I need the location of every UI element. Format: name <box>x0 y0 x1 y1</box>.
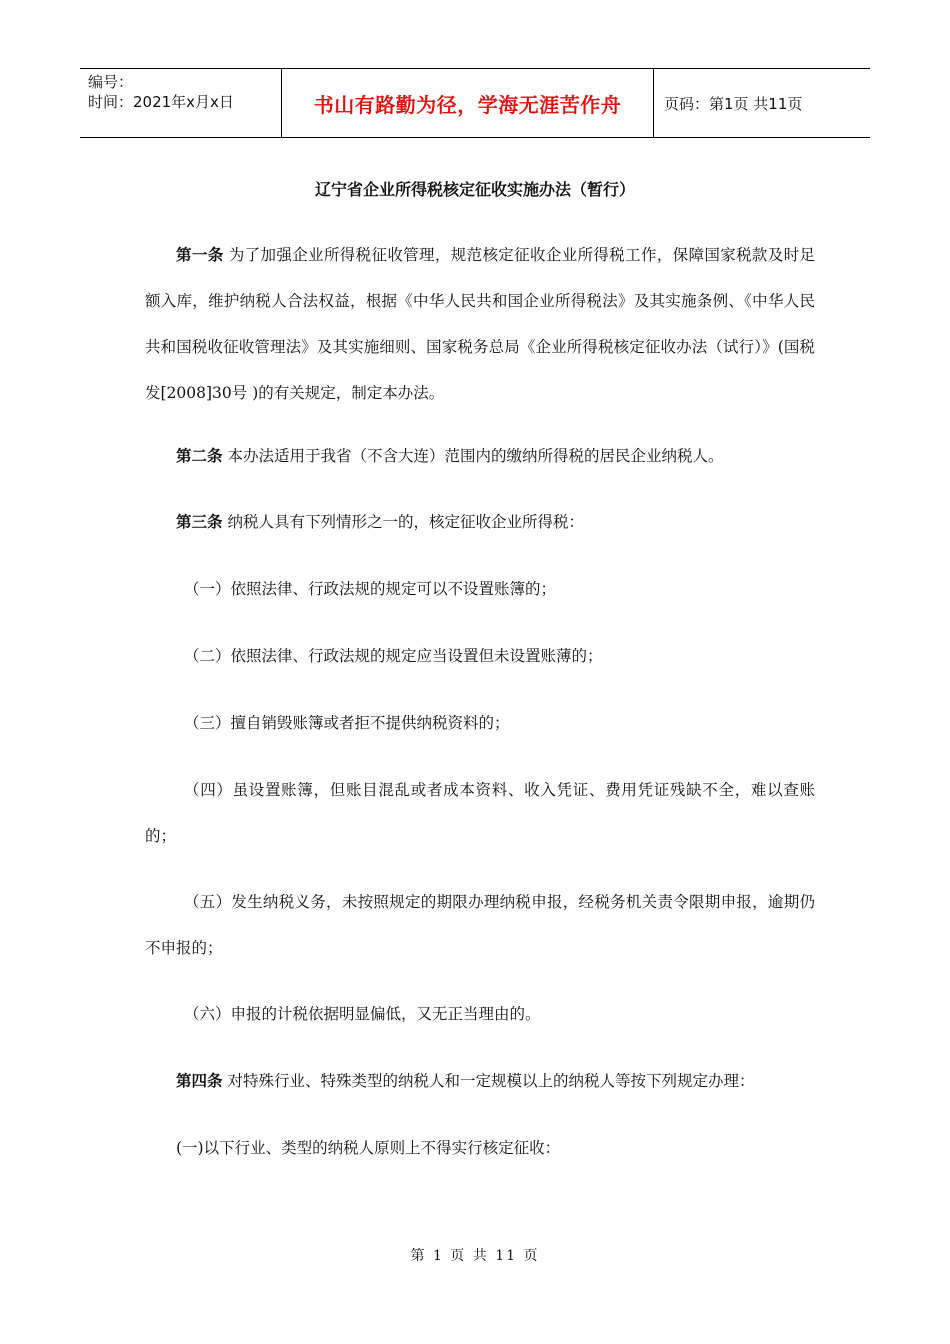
article-4 <box>145 1058 815 1104</box>
page-info-text: 页码：第1页 共11页 <box>664 94 803 113</box>
article-1-lead: 第一条 <box>176 246 224 264</box>
article-3 <box>145 499 815 545</box>
document-header <box>80 68 870 138</box>
list-item-3: （三）擅自销毁账簿或者拒不提供纳税资料的； <box>184 714 510 732</box>
document-title: 辽宁省企业所得税核定征收实施办法（暂行） <box>314 180 635 199</box>
page-footer: 第 1 页 共 11 页 <box>410 1248 540 1264</box>
header-slogan-cell <box>282 69 654 137</box>
article-1-text: 为了加强企业所得税征收管理，规范核定征收企业所得税工作，保障国家税款及时足额入库，维护纳税人合法权益，根据《中华人民共和国企业所得税法》及其实施条例、《中华人民共和国税收征收管理法》及其实施细则、国家税务总局《企业所得税核定征收办法（试行）》(国税发[2008]30号 )的有关规定，制定本办法。 <box>145 246 815 402</box>
list-item-1: （一）依照法律、行政法规的规定可以不设置账簿的； <box>184 580 557 598</box>
list-item-5: （五）发生纳税义务，未按照规定的期限办理纳税申报，经税务机关责令限期申报，逾期仍不申报的； <box>145 893 815 957</box>
article-3-lead: 第三条 <box>176 513 223 531</box>
slogan-text: 书山有路勤为径，学海无涯苦作舟 <box>313 92 622 117</box>
header-meta <box>80 69 282 137</box>
article-2-text: 本办法适用于我省（不含大连）范围内的缴纳所得税的居民企业纳税人。 <box>222 447 724 465</box>
header-page-info <box>654 69 870 137</box>
article-4-text: 对特殊行业、特殊类型的纳税人和一定规模以上的纳税人等按下列规定办理： <box>222 1072 755 1090</box>
article-4-lead: 第四条 <box>176 1072 223 1090</box>
article-3-text: 纳税人具有下列情形之一的，核定征收企业所得税： <box>222 513 584 531</box>
sub-item-1: (一)以下行业、类型的纳税人原则上不得实行核定征收： <box>176 1139 561 1157</box>
article-2-lead: 第二条 <box>176 447 223 465</box>
list-item-4: （四）虽设置账簿，但账目混乱或者成本资料、收入凭证、费用凭证残缺不全，难以查账的； <box>145 781 815 845</box>
article-2 <box>145 433 815 479</box>
number-label: 编号： <box>88 73 134 91</box>
list-item-2: （二）依照法律、行政法规的规定应当设置但未设置账薄的； <box>184 647 603 665</box>
time-label: 时间：2021年x月x日 <box>88 93 234 111</box>
article-1 <box>145 232 815 416</box>
list-item-6: （六）申报的计税依据明显偏低，又无正当理由的。 <box>184 1005 541 1023</box>
